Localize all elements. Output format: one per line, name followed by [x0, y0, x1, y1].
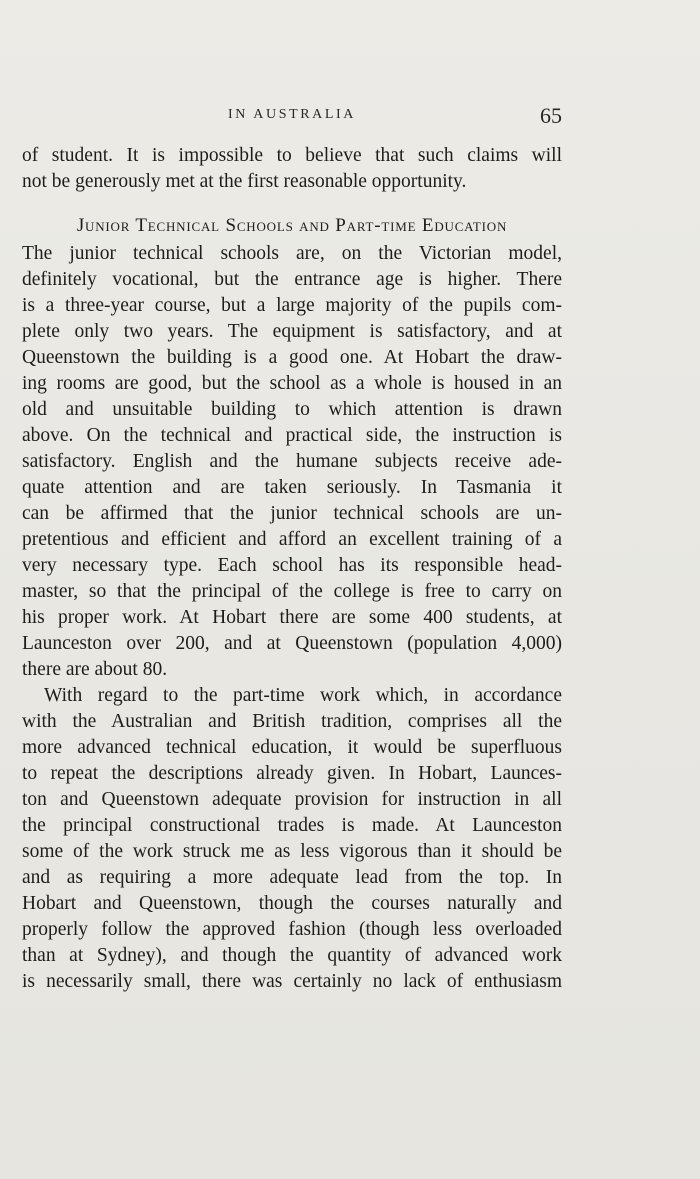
text-line: quate attention and are taken seriously. In Tasmania it — [22, 477, 562, 498]
text-line: than at Sydney), and though the quantity of advanced work — [22, 945, 562, 966]
text-line: With regard to the part-time work which, in accordance — [44, 685, 562, 706]
text-line: ton and Queenstown adequate provision for instruction in all — [22, 789, 562, 810]
body-text — [22, 143, 562, 995]
paragraph-continuation — [22, 143, 562, 195]
text-line: old and unsuitable building to which attention is drawn — [22, 399, 562, 420]
text-line: master, so that the principal of the college is free to carry on — [22, 581, 562, 602]
page-number: 65 — [540, 103, 562, 128]
text-line: is a three-year course, but a large majority of the pupils com- — [22, 295, 562, 316]
text-line: some of the work struck me as less vigorous than it should be — [22, 841, 562, 862]
text-line: is necessarily small, there was certainly no lack of enthusiasm — [22, 971, 562, 992]
text-line: and as requiring a more adequate lead from the top. In — [22, 867, 562, 888]
text-line: Launceston over 200, and at Queenstown (population 4,000) — [22, 633, 562, 654]
text-line: properly follow the approved fashion (though less overloaded — [22, 919, 562, 940]
text-line: Hobart and Queenstown, though the courses naturally and — [22, 893, 562, 914]
section-heading: Junior Technical Schools and Part-time Education — [76, 215, 508, 236]
text-line: can be affirmed that the junior technical schools are un- — [22, 503, 562, 524]
paragraph-junior-technical — [22, 241, 562, 683]
text-line: definitely vocational, but the entrance age is higher. There — [22, 269, 562, 290]
text-line: more advanced technical education, it would be superfluous — [22, 737, 562, 758]
text-line: ing rooms are good, but the school as a whole is housed in an — [22, 373, 562, 394]
running-title: IN AUSTRALIA — [227, 107, 357, 122]
text-line: Queenstown the building is a good one. At Hobart the draw- — [22, 347, 562, 368]
text-line: The junior technical schools are, on the Victorian model, — [22, 243, 562, 264]
text-line: pretentious and efficient and afford an excellent training of a — [22, 529, 562, 550]
text-line: plete only two years. The equipment is satisfactory, and at — [22, 321, 562, 342]
text-line: the principal constructional trades is made. At Launceston — [22, 815, 562, 836]
text-line: his proper work. At Hobart there are some 400 students, at — [22, 607, 562, 628]
text-line: there are about 80. — [22, 659, 168, 680]
text-line: very necessary type. Each school has its responsible head- — [22, 555, 562, 576]
text-line: with the Australian and British tradition, comprises all the — [22, 711, 562, 732]
text-line: not be generously met at the first reasonable opportunity. — [22, 171, 467, 192]
text-line: satisfactory. English and the humane subjects receive ade- — [22, 451, 562, 472]
text-line: above. On the technical and practical side, the instruction is — [22, 425, 562, 446]
text-line: to repeat the descriptions already given. In Hobart, Launces- — [22, 763, 562, 784]
running-head — [22, 103, 562, 133]
paragraph-part-time-work — [22, 683, 562, 995]
text-line: of student. It is impossible to believe that such claims will — [22, 145, 562, 166]
